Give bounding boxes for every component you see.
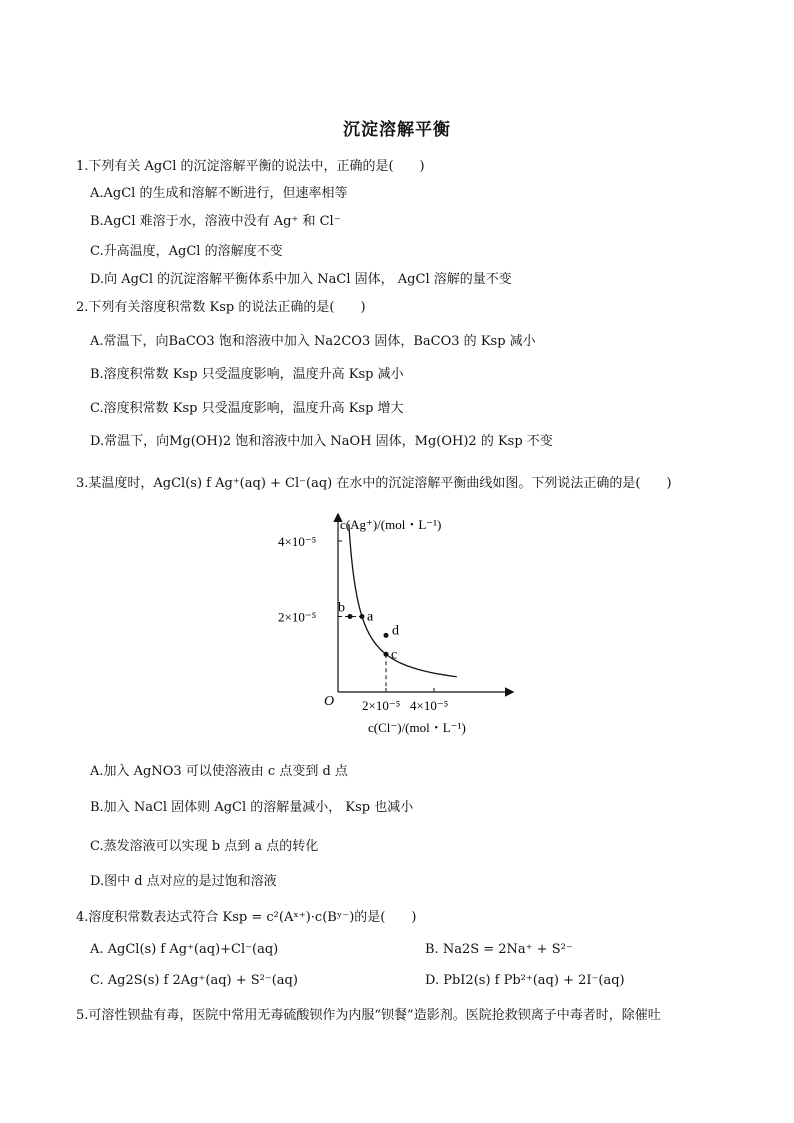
point-label-b: b: [338, 600, 345, 616]
q4-stem: 4.溶度积常数表达式符合 Ksp = c²(Aˣ⁺)·c(Bʸ⁻)的是( ): [76, 910, 417, 925]
origin-label: O: [324, 694, 335, 709]
q4-option-d: D. PbI2(s) f Pb²⁺(aq) + 2I⁻(aq): [425, 973, 625, 988]
y-tick-label: 4×10⁻⁵: [278, 534, 317, 549]
x-axis-label: c(Cl⁻)/(mol・L⁻¹): [368, 720, 466, 735]
page-title: 沉淀溶解平衡: [343, 120, 451, 140]
q2-option-d: D.常温下，向Mg(OH)2 饱和溶液中加入 NaOH 固体，Mg(OH)2 的 Ksp 不变: [90, 434, 553, 449]
point-label-a: a: [367, 609, 374, 625]
x-tick-label: 2×10⁻⁵: [362, 698, 401, 713]
q2-option-b: B.溶度积常数 Ksp 只受温度影响，温度升高 Ksp 减小: [90, 367, 404, 382]
point-b: [348, 614, 353, 619]
x-tick-label: 4×10⁻⁵: [410, 698, 449, 713]
q3-option-a: A.加入 AgNO3 可以使溶液由 c 点变到 d 点: [90, 764, 348, 779]
q1-option-a: A.AgCl 的生成和溶解不断进行，但速率相等: [90, 186, 348, 201]
q1-option-d: D.向 AgCl 的沉淀溶解平衡体系中加入 NaCl 固体， AgCl 溶解的量不变: [90, 272, 512, 287]
solubility-curve-chart: [270, 505, 530, 740]
point-label-c: c: [391, 647, 398, 663]
q1-stem: 1.下列有关 AgCl 的沉淀溶解平衡的说法中，正确的是( ): [76, 159, 425, 174]
point-c: [384, 652, 389, 657]
q1-option-c: C.升高温度，AgCl 的溶解度不变: [90, 244, 283, 259]
point-d: [384, 633, 389, 638]
q5-stem: 5.可溶性钡盐有毒，医院中常用无毒硫酸钡作为内服“钡餐”造影剂。医院抢救钡离子中毒者时，除催吐: [76, 1008, 661, 1023]
q4-option-b: B. Na2S = 2Na⁺ + S²⁻: [425, 942, 573, 957]
q4-option-c: C. Ag2S(s) f 2Ag⁺(aq) + S²⁻(aq): [90, 973, 298, 988]
q2-option-a: A.常温下，向BaCO3 饱和溶液中加入 Na2CO3 固体，BaCO3 的 Ksp 减小: [90, 334, 536, 349]
q3-stem: 3.某温度时，AgCl(s) f Ag⁺(aq) + Cl⁻(aq) 在水中的沉淀溶解平衡曲线如图。下列说法正确的是( ): [76, 476, 672, 491]
y-tick-label: 2×10⁻⁵: [278, 609, 317, 625]
q3-option-b: B.加入 NaCl 固体则 AgCl 的溶解量减小， Ksp 也减小: [90, 800, 414, 815]
y-axis-label: c(Ag⁺)/(mol・L⁻¹): [340, 517, 442, 532]
equilibrium-curve: [349, 524, 457, 677]
q4-option-a: A. AgCl(s) f Ag⁺(aq)+Cl⁻(aq): [90, 942, 279, 957]
q1-option-b: B.AgCl 难溶于水，溶液中没有 Ag⁺ 和 Cl⁻: [90, 214, 341, 229]
q3-option-c: C.蒸发溶液可以实现 b 点到 a 点的转化: [90, 839, 319, 854]
point-a: [360, 614, 365, 619]
point-label-d: d: [392, 623, 399, 639]
q3-option-d: D.图中 d 点对应的是过饱和溶液: [90, 874, 277, 889]
q2-stem: 2.下列有关溶度积常数 Ksp 的说法正确的是( ): [76, 300, 366, 315]
q2-option-c: C.溶度积常数 Ksp 只受温度影响，温度升高 Ksp 增大: [90, 401, 404, 416]
